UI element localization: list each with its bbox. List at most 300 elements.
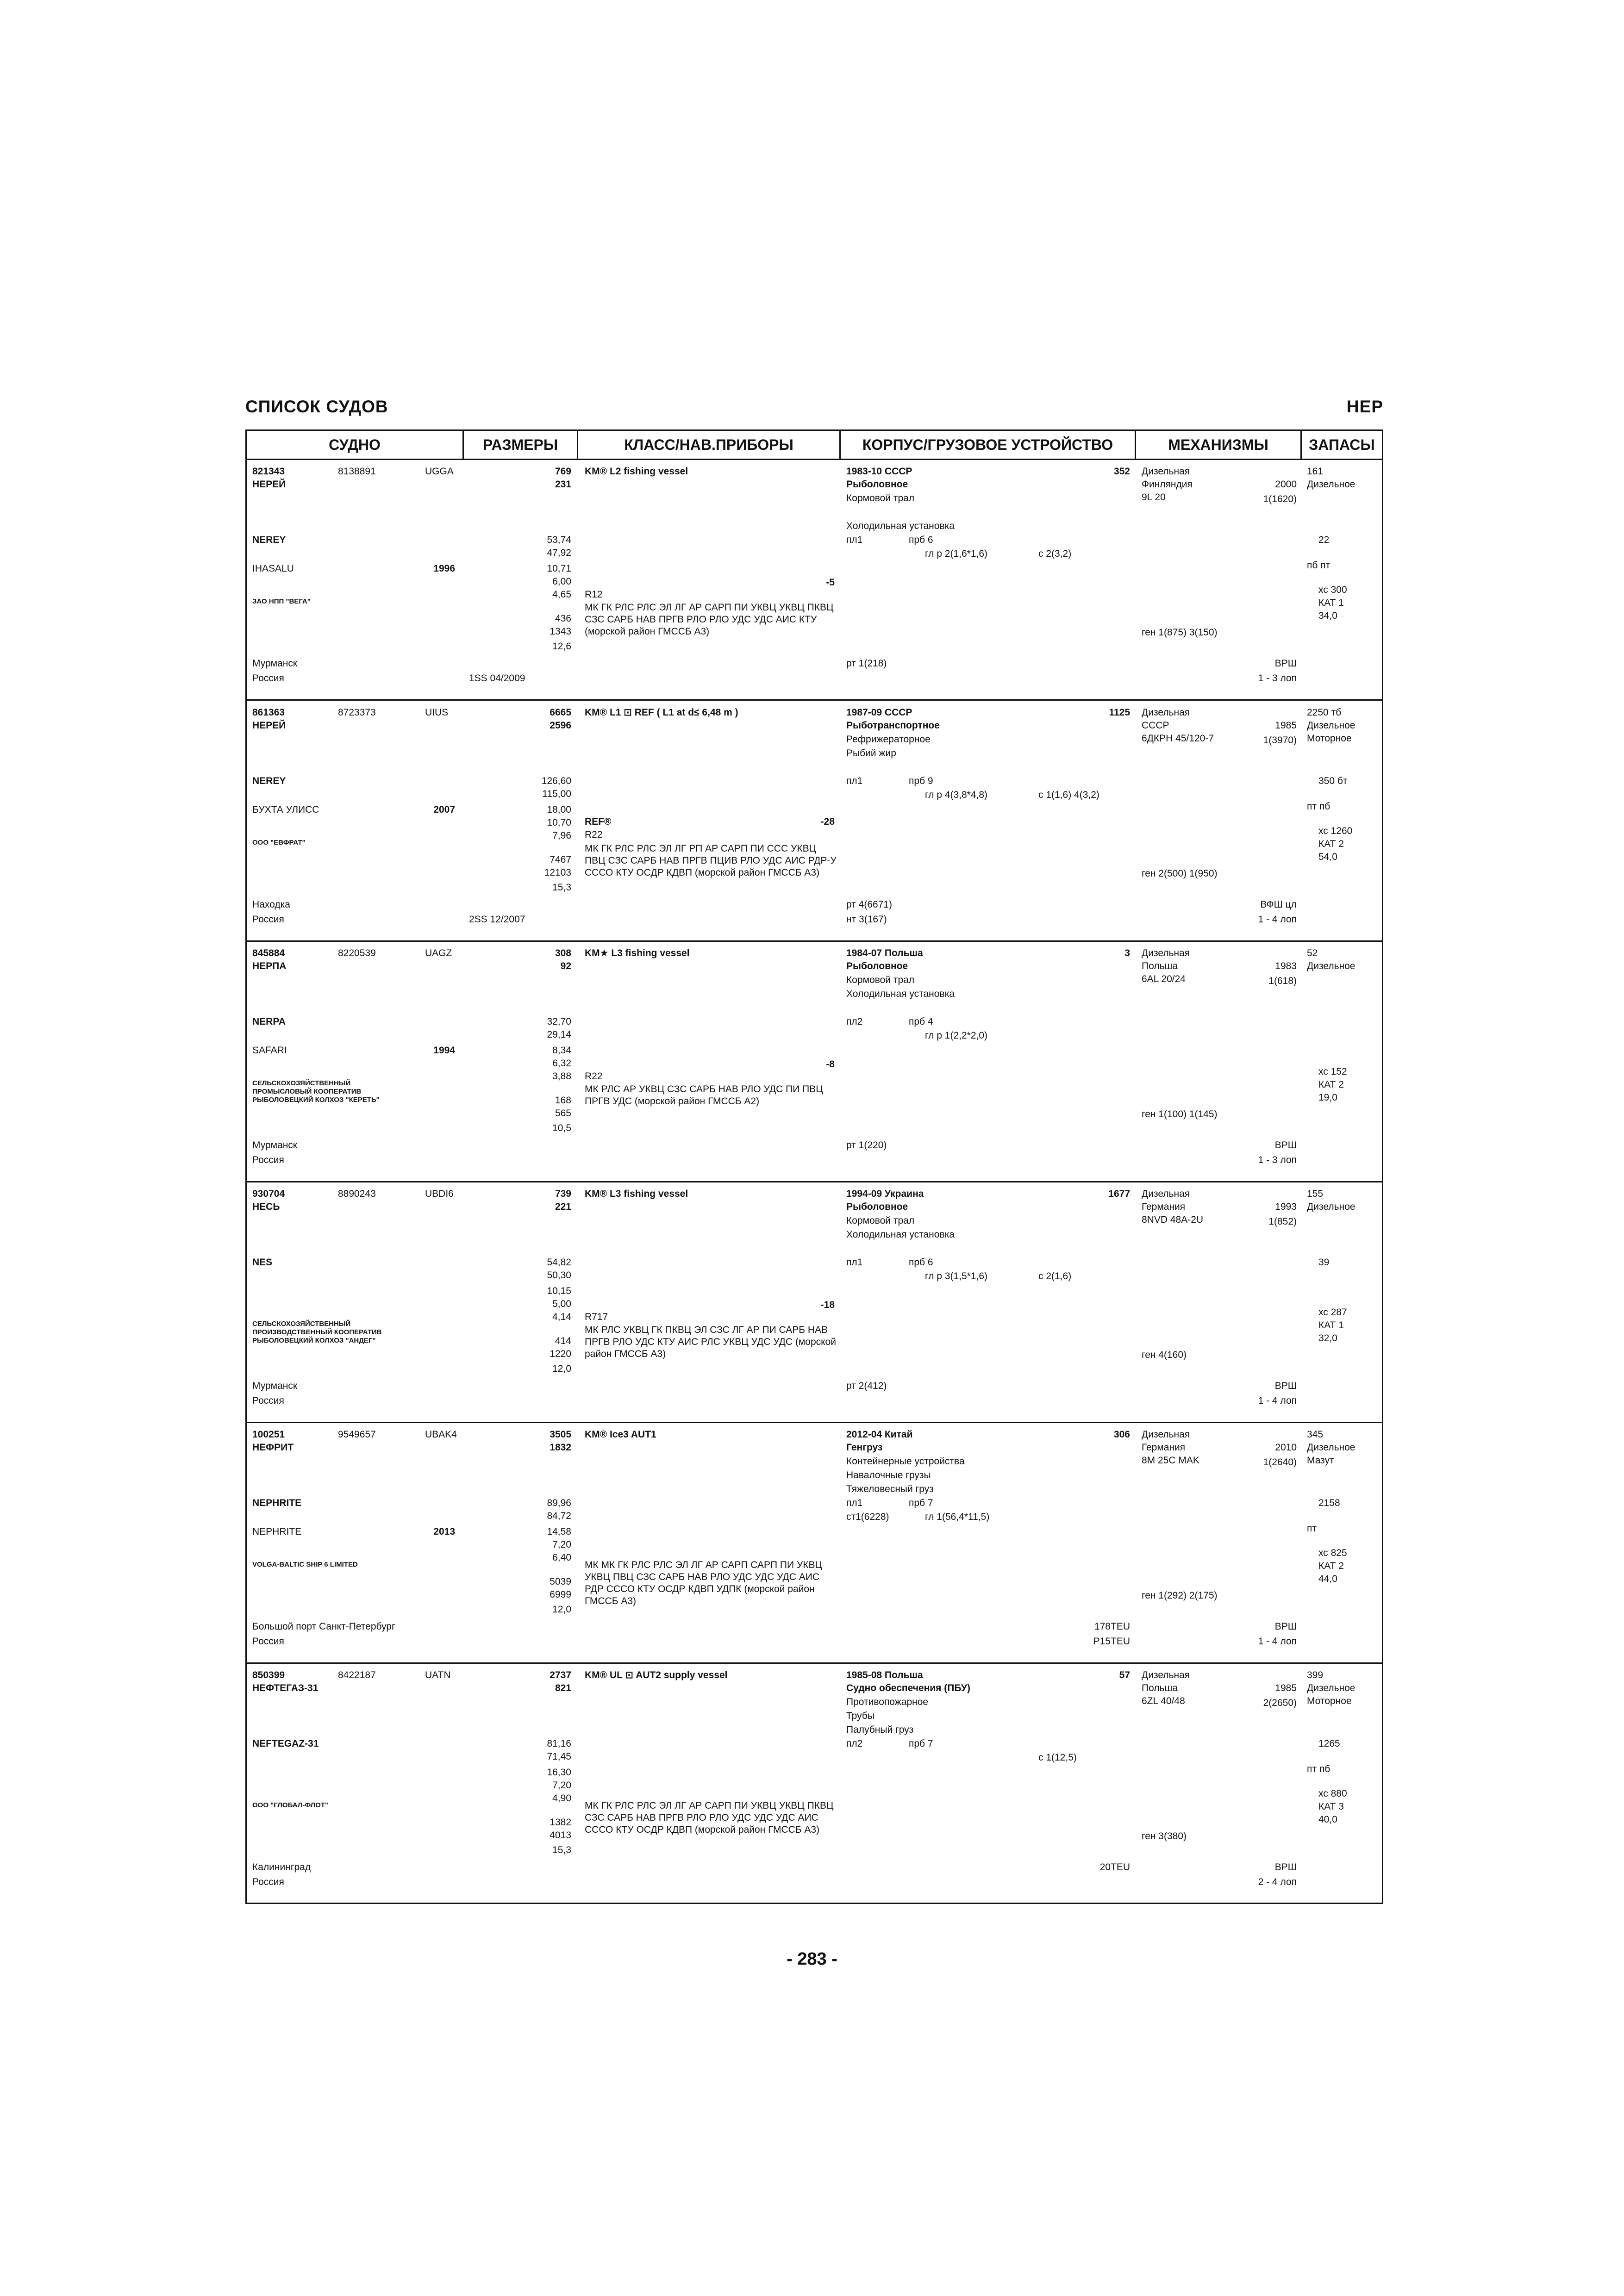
registry-number: 930704 — [252, 1188, 285, 1199]
propeller-blades: 1 - 3 лоп — [1258, 1155, 1297, 1165]
ship-name-latin: NEPHRITE — [252, 1498, 302, 1508]
hull-type: Тяжеловесный груз — [846, 1484, 934, 1494]
call-sign: UBDI6 — [425, 1188, 454, 1199]
engine-year: 2010 — [1275, 1442, 1297, 1453]
capacity-value: 54,0 — [1318, 852, 1337, 862]
flag-country: Россия — [252, 673, 284, 684]
propeller-blades: 1 - 4 лоп — [1258, 1395, 1297, 1406]
table-header — [247, 431, 1382, 460]
water-capacity: 2158 — [1318, 1498, 1340, 1508]
dimension-value: 50,30 — [547, 1270, 571, 1281]
hull-type: Холодильная установка — [846, 1229, 955, 1240]
propeller: ВРШ — [1274, 1381, 1297, 1391]
dimension-value: 53,74 — [547, 535, 571, 545]
reefer-holds: рт 1(218) — [846, 658, 887, 669]
dimension-value: 16,30 — [547, 1767, 571, 1778]
engine-year: 1985 — [1275, 1683, 1297, 1693]
builder: NEPHRITE — [252, 1526, 302, 1537]
ship-name: НЕРПА — [252, 961, 287, 971]
generators: ген 4(160) — [1142, 1350, 1187, 1360]
engine-country: Германия — [1142, 1442, 1186, 1453]
refrigerant-temp: -18 — [820, 1300, 835, 1310]
nav-equipment: МК ГК РЛС РЛС ЭЛ ЛГ АР САРП ПИ УКВЦ УКВЦ ПКВЦ СЗС САРБ НАВ ПРГВ РЛО РЛО УДС УДС АИС КТУ (морской район ГМССБ А3) — [585, 602, 834, 637]
hull-type: Кормовой трал — [846, 975, 915, 985]
registry-number: 821343 — [252, 466, 285, 477]
dimension-value: 47,92 — [547, 548, 571, 558]
engine-power: 1(2640) — [1263, 1457, 1297, 1468]
imo-number: 8220539 — [338, 948, 376, 958]
nav-equipment: МК ГК РЛС РЛС ЭЛ ЛГ АР САРП ПИ УКВЦ УКВЦ ПКВЦ СЗС САРБ НАВ ПРГВ РЛО РЛО УДС УДС УДС АИС СССО КТУ ОСДР КДВП (морской район ГМССБ А3) — [585, 1800, 834, 1835]
generators: ген 1(292) 2(175) — [1142, 1590, 1218, 1601]
hull-type: Кормовой трал — [846, 493, 915, 504]
flag-country: Россия — [252, 1636, 284, 1647]
dimension-value: 92 — [560, 961, 571, 971]
engine-power: 1(1620) — [1263, 494, 1297, 504]
dimension-value: 6999 — [550, 1589, 571, 1600]
class-notation: KM® L1 ⊡ REF ( L1 at d≤ 6,48 m ) — [585, 707, 738, 718]
dimension-value: 6,00 — [552, 576, 571, 587]
gear-hatch: пл2 — [846, 1016, 863, 1027]
build-year: 2007 — [433, 804, 455, 815]
dimension-value: 7467 — [550, 854, 571, 865]
gear-spec: гл р 2(1,6*1,6) — [925, 548, 988, 559]
build-date-country: 1984-07 Польша — [846, 948, 923, 958]
hull-value: 1125 — [1109, 707, 1130, 718]
reefer-hold-capacity: хс 152 — [1318, 1066, 1347, 1077]
propeller-blades: 1 - 4 лоп — [1258, 1636, 1297, 1647]
engine-power: 1(852) — [1268, 1216, 1297, 1227]
imo-number: 8890243 — [338, 1188, 376, 1199]
call-sign: UAGZ — [425, 948, 452, 958]
ship-name: НЕФРИТ — [252, 1442, 294, 1453]
gear-spec: прб 4 — [909, 1016, 933, 1027]
owner-line: VOLGA-BALTIC SHIP 6 LIMITED — [252, 1561, 358, 1568]
ship-record — [247, 701, 1382, 942]
refrigerant: R12 — [585, 589, 603, 600]
owner-line: ЗАО НПП "ВЕГА" — [252, 597, 311, 605]
registry-number: 850399 — [252, 1670, 285, 1680]
call-sign: UATN — [425, 1670, 451, 1680]
dimension-value: 7,20 — [552, 1539, 571, 1550]
engine-model: 9L 20 — [1142, 492, 1166, 503]
dimension-value: 739 — [555, 1188, 571, 1199]
nav-equipment: МК ГК РЛС РЛС ЭЛ ЛГ РП АР САРП ПИ ССС УКВЦ ПВЦ СЗС САРБ НАВ ПРГВ ПЦИВ РЛО УДС АИС РДР-У СССО КТУ ОСДР КДВП (морской район ГМССБ А3) — [585, 843, 837, 878]
owner-line: ПРОИЗВОДСТВЕННЫЙ КООПЕРАТИВ — [252, 1328, 382, 1336]
dimension-value: 2596 — [550, 720, 571, 731]
dimension-value: 308 — [555, 948, 571, 958]
dimension-value: 414 — [555, 1336, 571, 1346]
reefer-holds: рт 4(6671) — [846, 899, 893, 910]
engine-type: Дизельная — [1142, 707, 1190, 718]
build-date-country: 1983-10 СССР — [846, 466, 912, 477]
dimension-value: 821 — [555, 1683, 571, 1693]
fuel-type: Дизельное — [1307, 720, 1355, 731]
dimension-value: 5039 — [550, 1576, 571, 1587]
dimension-value: 12,0 — [552, 1604, 571, 1615]
dimension-value: 12,6 — [552, 641, 571, 652]
class-notation: KM★ L3 fishing vessel — [585, 948, 690, 958]
call-sign: UIUS — [425, 707, 449, 718]
flag-country: Россия — [252, 1395, 284, 1406]
dimension-value: 1220 — [550, 1349, 571, 1359]
gear-hatch: пл1 — [846, 1257, 863, 1268]
engine-year: 1993 — [1275, 1201, 1297, 1212]
water-type: пт пб — [1307, 1764, 1330, 1774]
teu-capacity: 20TEU — [1099, 1862, 1130, 1873]
hull-type: Палубный груз — [846, 1724, 914, 1735]
page-number: - 283 - — [787, 1949, 837, 1969]
propeller-blades: 1 - 3 лоп — [1258, 673, 1297, 684]
dimension-value: 10,15 — [547, 1286, 571, 1296]
propeller: ВРШ — [1274, 1621, 1297, 1632]
reefer-hold-capacity: хс 300 — [1318, 585, 1347, 595]
fuel-type: Дизельное — [1307, 961, 1355, 971]
dimension-value: 15,3 — [552, 1845, 571, 1855]
dimension-value: 12,0 — [552, 1363, 571, 1374]
hull-type: Трубы — [846, 1711, 874, 1721]
refrigerant: R22 — [585, 829, 603, 840]
home-port: Мурманск — [252, 1140, 298, 1151]
gear-hatch: ст1(6228) — [846, 1512, 889, 1522]
ship-name: НЕРЕЙ — [252, 479, 286, 490]
reefer-holds: рт 2(412) — [846, 1381, 887, 1391]
class-extra-value: -28 — [820, 816, 835, 827]
generators: ген 2(500) 1(950) — [1142, 868, 1218, 879]
owner-line: ПРОМЫСЛОВЫЙ КООПЕРАТИВ — [252, 1088, 362, 1095]
ship-record — [247, 1182, 1382, 1423]
engine-country: Германия — [1142, 1201, 1186, 1212]
dimension-value: 10,70 — [547, 817, 571, 828]
survey-status: 1SS 04/2009 — [469, 673, 525, 684]
hull-type: Генгруз — [846, 1442, 883, 1453]
build-date-country: 2012-04 Китай — [846, 1429, 913, 1440]
flag-country: Россия — [252, 1877, 284, 1887]
dimension-value: 2737 — [550, 1670, 571, 1680]
col-class: КЛАСС/НАВ.ПРИБОРЫ — [624, 436, 793, 453]
builder: IHASALU — [252, 563, 294, 574]
class-notation: KM® L3 fishing vessel — [585, 1188, 688, 1199]
engine-power: 1(3970) — [1263, 735, 1297, 746]
teu-capacity: 178TEU — [1094, 1621, 1130, 1632]
refrigerant-temp: -8 — [826, 1059, 835, 1070]
dimension-value: 7,96 — [552, 830, 571, 841]
dimension-value: 3505 — [550, 1429, 571, 1440]
engine-model: 6ДКРН 45/120-7 — [1142, 733, 1214, 744]
home-port: Калининград — [252, 1862, 311, 1873]
owner-line: РЫБОЛОВЕЦКИЙ КОЛХОЗ "КЕРЕТЬ" — [252, 1096, 380, 1104]
engine-power: 2(2650) — [1263, 1698, 1297, 1708]
home-port: Находка — [252, 899, 290, 910]
gear-hatch: пл1 — [846, 535, 863, 545]
class-extra: REF® — [585, 816, 612, 827]
list-title: СПИСОК СУДОВ — [245, 397, 388, 416]
engine-country: Польша — [1142, 1683, 1178, 1693]
engine-year: 1985 — [1275, 720, 1297, 731]
flag-country: Россия — [252, 914, 284, 925]
hull-type: Рыболовное — [846, 961, 908, 971]
dimension-value: 10,5 — [552, 1123, 571, 1133]
ship-name: НЕРЕЙ — [252, 720, 286, 731]
reefer-hold-capacity: хс 880 — [1318, 1788, 1347, 1799]
fuel-type: Дизельное — [1307, 1201, 1355, 1212]
dimension-value: 6,40 — [552, 1552, 571, 1563]
propeller: ВРШ — [1274, 1140, 1297, 1151]
owner-line: СЕЛЬСКОХОЗЯЙСТВЕННЫЙ — [252, 1320, 351, 1328]
gear-spec: гл 1(56,4*11,5) — [925, 1512, 990, 1522]
dimension-value: 115,00 — [542, 789, 571, 799]
generators: ген 1(100) 1(145) — [1142, 1109, 1218, 1120]
hull-type: Рыболовное — [846, 479, 908, 490]
class-notation: KM® UL ⊡ AUT2 supply vessel — [585, 1670, 728, 1680]
dimension-value: 89,96 — [547, 1498, 571, 1508]
build-date-country: 1987-09 СССР — [846, 707, 912, 718]
dimension-value: 1382 — [550, 1817, 571, 1828]
dimension-value: 1343 — [550, 626, 571, 637]
nav-equipment: МК РЛС УКВЦ ГК ПКВЦ ЭЛ СЗС ЛГ АР ПИ САРБ НАВ ПРГВ РЛО УДС КТУ АИС РЛС УКВЦ УДС УДС (морской район ГМССБ А3) — [585, 1325, 836, 1359]
ship-name: НЕСЬ — [252, 1201, 280, 1212]
capacity-value: 19,0 — [1318, 1092, 1337, 1103]
refrigerant-temp: -5 — [826, 577, 835, 588]
ship-name-latin: NEREY — [252, 535, 286, 545]
imo-number: 8138891 — [338, 466, 376, 477]
engine-type: Дизельная — [1142, 1429, 1190, 1440]
gear-spec: прб 6 — [909, 535, 933, 545]
category: КАТ 1 — [1318, 1320, 1344, 1331]
dimension-value: 71,45 — [547, 1751, 571, 1762]
fuel-type: Дизельное — [1307, 1442, 1355, 1453]
gear-crane: с 1(1,6) 4(3,2) — [1038, 790, 1099, 800]
category: КАТ 1 — [1318, 597, 1344, 608]
fuel-type-2: Мазут — [1307, 1455, 1334, 1466]
category: КАТ 2 — [1318, 1079, 1344, 1090]
call-sign: UGGA — [425, 466, 454, 477]
propeller: ВРШ — [1274, 658, 1297, 669]
dimension-value: 221 — [555, 1201, 571, 1212]
gear-spec: гл р 3(1,5*1,6) — [925, 1271, 988, 1282]
dimension-value: 8,34 — [552, 1045, 571, 1056]
dimension-value: 32,70 — [547, 1016, 571, 1027]
engine-model: 8NVD 48A-2U — [1142, 1214, 1204, 1225]
builder: SAFARI — [252, 1045, 287, 1056]
reefer-hold-capacity: хс 825 — [1318, 1548, 1347, 1558]
water-type: пт — [1307, 1523, 1317, 1534]
water-capacity: 22 — [1318, 535, 1330, 545]
dimension-value: 6665 — [550, 707, 571, 718]
propeller: ВФШ цл — [1260, 899, 1297, 910]
dimension-value: 12103 — [544, 867, 571, 878]
engine-power: 1(618) — [1268, 976, 1297, 986]
dimension-value: 1832 — [550, 1442, 571, 1453]
gear-hatch: пл1 — [846, 1498, 863, 1508]
build-year: 2013 — [433, 1526, 455, 1537]
dimension-value: 5,00 — [552, 1299, 571, 1309]
engine-country: Польша — [1142, 961, 1178, 971]
reefer-hold-capacity: хс 287 — [1318, 1307, 1347, 1318]
owner-line: ООО "ЕВФРАТ" — [252, 839, 306, 846]
build-year: 1994 — [433, 1045, 455, 1056]
gear-spec: прб 7 — [909, 1738, 933, 1749]
capacity-value: 44,0 — [1318, 1574, 1337, 1584]
fuel-type-2: Моторное — [1307, 733, 1352, 744]
hull-type: Рефрижераторное — [846, 734, 931, 745]
dimension-value: 81,16 — [547, 1738, 571, 1749]
hull-type: Кормовой трал — [846, 1215, 915, 1226]
imo-number: 9549657 — [338, 1429, 376, 1440]
dimension-value: 29,14 — [547, 1029, 571, 1040]
ship-name-latin: NEREY — [252, 776, 286, 786]
water-capacity: 1265 — [1318, 1738, 1340, 1749]
fuel-capacity: 345 — [1307, 1429, 1324, 1440]
gear-crane: с 2(3,2) — [1038, 548, 1072, 559]
engine-model: 6ZL 40/48 — [1142, 1696, 1185, 1706]
home-port: Большой порт Санкт-Петербург — [252, 1621, 395, 1632]
dimension-value: 126,60 — [541, 776, 571, 786]
gear-spec: гл р 4(3,8*4,8) — [925, 790, 988, 800]
nav-equipment: МК РЛС АР УКВЦ СЗС САРБ НАВ РЛО УДС ПИ ПВЦ ПРГВ УДС (морской район ГМССБ А2) — [585, 1084, 823, 1107]
engine-type: Дизельная — [1142, 948, 1190, 958]
fuel-capacity: 161 — [1307, 466, 1324, 477]
hull-value: 306 — [1113, 1429, 1130, 1440]
class-notation: KM® L2 fishing vessel — [585, 466, 688, 477]
col-machinery: МЕХАНИЗМЫ — [1168, 436, 1268, 453]
gear-spec: прб 9 — [909, 776, 933, 786]
dimension-value: 3,88 — [552, 1071, 571, 1082]
teu-reefer: Р15TEU — [1093, 1636, 1130, 1647]
dimension-value: 168 — [555, 1095, 571, 1106]
home-port: Мурманск — [252, 658, 298, 669]
ship-record — [247, 1423, 1382, 1664]
builder: БУХТА УЛИСС — [252, 804, 319, 815]
dimension-value: 4,65 — [552, 589, 571, 600]
build-year: 1996 — [433, 563, 455, 574]
ship-name: НЕФТЕГАЗ-31 — [252, 1683, 319, 1693]
dimension-value: 4013 — [550, 1830, 571, 1841]
ship-name-latin: NEFTEGAZ-31 — [252, 1738, 319, 1749]
hull-value: 3 — [1124, 948, 1130, 958]
capacity-value: 40,0 — [1318, 1814, 1337, 1825]
hull-value: 352 — [1113, 466, 1130, 477]
propeller-blades: 1 - 4 лоп — [1258, 914, 1297, 925]
water-type: пб пт — [1307, 560, 1330, 571]
survey-status: 2SS 12/2007 — [469, 914, 525, 925]
hull-value: 57 — [1119, 1670, 1130, 1680]
dimension-value: 7,20 — [552, 1780, 571, 1791]
hull-type: Рыболовное — [846, 1201, 908, 1212]
refrigerant: R717 — [585, 1312, 608, 1322]
water-capacity: 350 бт — [1318, 776, 1348, 786]
ship-record — [247, 942, 1382, 1182]
dimension-value: 565 — [555, 1108, 571, 1119]
owner-line: ООО "ГЛОБАЛ-ФЛОТ" — [252, 1801, 329, 1809]
owner-line: СЕЛЬСКОХОЗЯЙСТВЕННЫЙ — [252, 1079, 351, 1087]
fuel-capacity: 52 — [1307, 948, 1318, 958]
gear-spec: прб 7 — [909, 1498, 933, 1508]
refrigerant: R22 — [585, 1071, 603, 1082]
imo-number: 8723373 — [338, 707, 376, 718]
category: КАТ 2 — [1318, 1561, 1344, 1571]
propeller-blades: 2 - 4 лоп — [1258, 1877, 1297, 1887]
capacity-value: 34,0 — [1318, 610, 1337, 621]
water-capacity: 39 — [1318, 1257, 1330, 1268]
fuel-capacity: 399 — [1307, 1670, 1324, 1680]
col-stores: ЗАПАСЫ — [1309, 436, 1375, 453]
gear-crane: с 1(12,5) — [1038, 1752, 1077, 1763]
ship-record — [247, 1664, 1382, 1904]
registry-number: 861363 — [252, 707, 285, 718]
engine-year: 1983 — [1275, 961, 1297, 971]
registry-number: 845884 — [252, 948, 285, 958]
gear-crane: с 2(1,6) — [1038, 1271, 1072, 1282]
engine-country: Финляндия — [1142, 479, 1193, 490]
dimension-value: 4,90 — [552, 1793, 571, 1804]
engine-model: 8M 25C MAK — [1142, 1455, 1199, 1466]
tanks: нт 3(167) — [846, 914, 887, 925]
ship-record — [247, 460, 1382, 701]
home-port: Мурманск — [252, 1381, 298, 1391]
hull-type: Контейнерные устройства — [846, 1456, 965, 1467]
category: КАТ 3 — [1318, 1801, 1344, 1812]
gear-hatch: пл1 — [846, 776, 863, 786]
dimension-value: 6,32 — [552, 1058, 571, 1069]
call-sign: UBAK4 — [425, 1429, 457, 1440]
dimension-value: 436 — [555, 613, 571, 624]
build-date-country: 1994-09 Украина — [846, 1188, 924, 1199]
hull-value: 1677 — [1108, 1188, 1130, 1199]
hull-type: Судно обеспечения (ПБУ) — [846, 1683, 970, 1693]
dimension-value: 231 — [555, 479, 571, 490]
nav-equipment: МК МК ГК РЛС РЛС ЭЛ ЛГ АР САРП САРП ПИ УКВЦ УКВЦ ПВЦ СЗС САРБ НАВ РЛО УДС УДС УДС АИС РДР СССО КТУ ОСДР КДВП УДПК (морской район ГМССБ А3) — [585, 1560, 823, 1606]
hull-type: Холодильная установка — [846, 521, 955, 531]
hull-type: Холодильная установка — [846, 989, 955, 999]
generators: ген 3(380) — [1142, 1831, 1187, 1842]
owner-line: РЫБОЛОВЕЦКИЙ КОЛХОЗ "АНДЕГ" — [252, 1337, 376, 1344]
engine-country: СССР — [1142, 720, 1169, 731]
water-type: пт пб — [1307, 801, 1330, 812]
fuel-capacity: 155 — [1307, 1188, 1324, 1199]
ship-name-latin: NES — [252, 1257, 273, 1268]
generators: ген 1(875) 3(150) — [1142, 627, 1218, 638]
dimension-value: 769 — [555, 466, 571, 477]
fuel-type-2: Моторное — [1307, 1696, 1352, 1706]
flag-country: Россия — [252, 1155, 284, 1165]
dimension-value: 10,71 — [547, 563, 571, 574]
hull-type: Навалочные грузы — [846, 1470, 931, 1481]
engine-year: 2000 — [1275, 479, 1297, 490]
gear-spec: гл р 1(2,2*2,0) — [925, 1030, 988, 1041]
col-dimensions: РАЗМЕРЫ — [482, 436, 558, 453]
fuel-capacity: 2250 тб — [1307, 707, 1342, 718]
page-header — [245, 397, 1383, 420]
engine-model: 6AL 20/24 — [1142, 974, 1186, 984]
dimension-value: 54,82 — [547, 1257, 571, 1268]
hull-type: Противопожарное — [846, 1697, 929, 1707]
dimension-value: 14,58 — [547, 1526, 571, 1537]
col-hull: КОРПУС/ГРУЗОВОЕ УСТРОЙСТВО — [862, 436, 1113, 453]
dimension-value: 15,3 — [552, 882, 571, 893]
hull-type: Рыботранспортное — [846, 720, 940, 731]
engine-type: Дизельная — [1142, 466, 1190, 477]
hull-type: Рыбий жир — [846, 748, 896, 759]
dimension-value: 18,00 — [547, 804, 571, 815]
registry-number: 100251 — [252, 1429, 285, 1440]
imo-number: 8422187 — [338, 1670, 376, 1680]
col-vessel: СУДНО — [329, 436, 381, 453]
dimension-value: 84,72 — [547, 1511, 571, 1521]
gear-hatch: пл2 — [846, 1738, 863, 1749]
reefer-hold-capacity: хс 1260 — [1318, 826, 1353, 836]
ship-name-latin: NERPA — [252, 1016, 286, 1027]
ship-register-table — [245, 429, 1383, 1904]
